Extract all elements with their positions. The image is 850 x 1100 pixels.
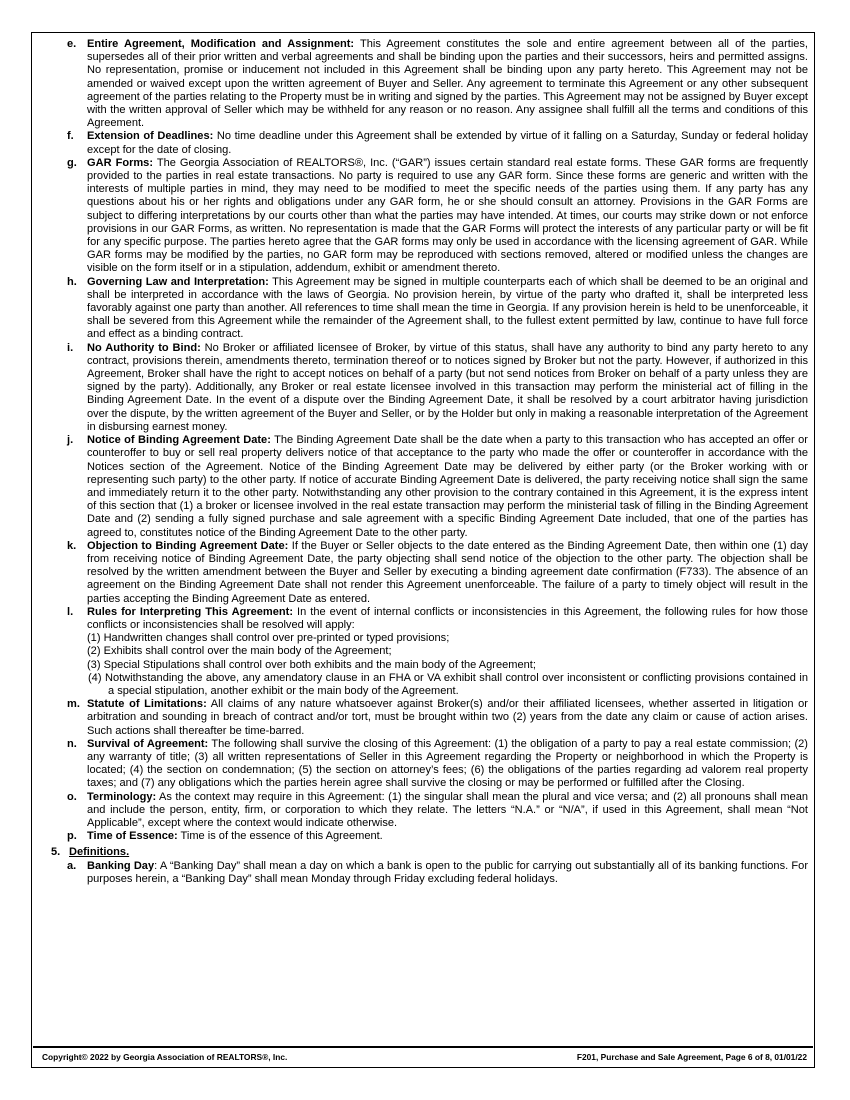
section-item-o: o. Terminology: As the context may require in this Agreement: (1) the singular shall mean the plural and vice versa; and (2) all pronouns shall mean and include the person, entity, firm, or corporation to which they relate. The letters “N.A.” or “N/A”, if used in this Agreement, shall mean “Not Applicable”, except where the context would indicate otherwise. bbox=[67, 790, 808, 829]
footer-divider bbox=[33, 1046, 813, 1048]
item-title: Banking Day bbox=[87, 859, 155, 872]
section-5-item-a: a. Banking Day: A “Banking Day” shall mean a day on which a bank is open to the public for carrying out substantially all of its banking functions. For purposes herein, a “Banking Day” shall mean Monday through Friday excluding federal holidays. bbox=[67, 859, 808, 885]
item-text: This Agreement constitutes the sole and entire agreement between all of the parties, supersedes all of their prior written and verbal agreements and shall be binding upon the parties and their successors, heirs and permitted assigns. No representation, promise or inducement not included in this Agreement shall be binding upon any party hereto. This Agreement may not be amended or waived except upon the written agreement of Buyer and Seller. Any agreement to terminate this Agreement or any other subsequent agreement of the parties relating to the Property must be in writing and signed by the parties. This Agreement may not be assigned by Buyer except with the written approval of Seller which may be withheld for any reason or no reason. Any assignee shall fulfill all the terms and conditions of this Agreement. bbox=[87, 38, 809, 130]
section-item-j: j. Notice of Binding Agreement Date: The Binding Agreement Date shall be the date when a party to this transaction who has accepted an offer or counteroffer to buy or sell real property delivers notice of that acceptance to the party who made the offer or counteroffer in accordance with the Notices section of the Agreement. Notice of the Binding Agreement Date may be delivered by either party (or the Broker working with or representing such party) to the other party. If notice of accurate Binding Agreement Date is delivered, the party receiving notice shall sign the same and immediately return it to the other party. Notwithstanding any other provision to the contrary contained in this Agreement, it is the express intent of this section that (1) a broker or licensee involved in the real estate transaction may perform the ministerial task of filling in the Binding Agreement Date and (2) sending a fully signed purchase and sale agreement with a specific Binding Agreement Date included, that one of the parties has agreed to, constitutes notice of the Binding Agreement Date to the other party. bbox=[67, 434, 808, 539]
rule-4: (4) Notwithstanding the above, any amendatory clause in an FHA or VA exhibit shall control over inconsistent or conflicting provisions contained in a special stipulation, another exhibit or the main body of the Agreement. bbox=[88, 671, 808, 697]
item-title: No Authority to Bind: bbox=[87, 341, 201, 354]
item-text: In the event of internal conflicts or inconsistencies in this Agreement, the following rules for how those conflicts or inconsistencies shall be resolved will apply: bbox=[87, 605, 808, 631]
item-text: : A “Banking Day” shall mean a day on which a bank is open to the public for carrying out substantially all of its banking functions. For purposes herein, a “Banking Day” shall mean Monday through Friday excluding federal holidays. bbox=[87, 859, 808, 885]
item-title: Governing Law and Interpretation: bbox=[87, 275, 269, 288]
item-text: Time is of the essence of this Agreement. bbox=[177, 830, 383, 843]
item-text: As the context may require in this Agreement: (1) the singular shall mean the plural and vice versa; and (2) all pronouns shall mean and include the person, entity, firm, or corporation to which they relate. The letters “N.A.” or “N/A”, if used in this Agreement, shall mean “Not Applicable”, except where the context would indicate otherwise. bbox=[87, 790, 808, 829]
rule-2: (2) Exhibits shall control over the main body of the Agreement; bbox=[87, 645, 392, 658]
section-item-k: k. Objection to Binding Agreement Date: If the Buyer or Seller objects to the date entered as the Binding Agreement Date, then within one (1) day from receiving notice of Binding Agreement Date, the party objecting shall send notice of the objection to the other party. The objection shall be resolved by the written amendment between the Buyer and Seller by executing a binding agreement date confirmation (F733). The absence of an agreement on the Binding Agreement Date shall not render this Agreement unenforceable. The failure of a party to timely object will result in the parties accepting the Binding Agreement Date as entered. bbox=[67, 539, 808, 605]
section-5-heading: 5. Definitions. bbox=[51, 846, 130, 859]
section-item-l: l. Rules for Interpreting This Agreement: In the event of internal conflicts or inconsistencies in this Agreement, the following rules for how those conflicts or inconsistencies shall be resolved will apply: bbox=[67, 605, 808, 631]
item-title: Statute of Limitations: bbox=[87, 698, 207, 711]
item-title: Extension of Deadlines: bbox=[87, 130, 214, 143]
section-title: Definitions. bbox=[69, 846, 130, 859]
item-text: All claims of any nature whatsoever against Broker(s) and/or their affiliated licensees, whether asserted in litigation or arbitration and sounding in breach of contract and/or tort, must be brought within two (2) years from the date any claim or cause of action arises. Such actions shall thereafter be time-barred. bbox=[87, 698, 808, 737]
item-text: The Binding Agreement Date shall be the date when a party to this transaction who has accepted an offer or counteroffer to buy or sell real property delivers notice of that acceptance to the party who made the offer or counteroffer in accordance with the Notices section of the Agreement. Notice of the Binding Agreement Date may be delivered by either party (or the Broker working with or representing such party) to the other party. If notice of accurate Binding Agreement Date is delivered, the party receiving notice shall sign the same and immediately return it to the other party. Notwithstanding any other provision to the contrary contained in this Agreement, it is the express intent of this section that (1) a broker or licensee involved in the real estate transaction may perform the ministerial task of filling in the Binding Agreement Date and (2) sending a fully signed purchase and sale agreement with a specific Binding Agreement Date included, that one of the parties has agreed to, constitutes notice of the Binding Agreement Date to the other party. bbox=[87, 434, 808, 539]
section-item-h: h. Governing Law and Interpretation: This Agreement may be signed in multiple counterparts each of which shall be deemed to be an original and shall be interpreted in accordance with the laws of Georgia. No provision herein, by virtue of the party who drafted it, shall be interpreted less favorably against one party than another. All references to time shall mean the time in Georgia. If any provision herein is held to be unenforceable, it shall be severed from this Agreement while the remainder of the Agreement shall, to the fullest extent permitted by law, continue to have full force and effect as a binding contract. bbox=[67, 275, 808, 341]
form-page-info: F201, Purchase and Sale Agreement, Page 6 of 8, 01/01/22 bbox=[576, 1052, 807, 1062]
section-item-n: n. Survival of Agreement: The following shall survive the closing of this Agreement: (1) the obligation of a party to pay a real estate commission; (2) any warranty of title; (3) all written representations of Seller in this Agreement regarding the Property or neighborhood in which the Property is located; (4) the section on condemnation; (5) the section on attorney’s fees; (6) the obligations of the parties regarding ad valorem real property taxes; and (7) any obligations which the parties herein agree shall survive the closing or may be performed or fulfilled after the Closing. bbox=[67, 737, 808, 790]
rule-1: (1) Handwritten changes shall control over pre-printed or typed provisions; bbox=[87, 632, 450, 645]
item-text: No time deadline under this Agreement shall be extended by virtue of it falling on a Saturday, Sunday or federal holiday except for the date of closing. bbox=[87, 130, 808, 156]
rule-3: (3) Special Stipulations shall control over both exhibits and the main body of the Agreement; bbox=[87, 658, 536, 671]
section-item-f: f. Extension of Deadlines: No time deadline under this Agreement shall be extended by virtue of it falling on a Saturday, Sunday or federal holiday except for the date of closing. bbox=[67, 130, 808, 156]
item-text: If the Buyer or Seller objects to the date entered as the Binding Agreement Date, then within one (1) day from receiving notice of Binding Agreement Date, the party objecting shall send notice of the objection to the other party. The objection shall be resolved by the written amendment between the Buyer and Seller by executing a binding agreement date confirmation (F733). The absence of an agreement on the Binding Agreement Date shall not render this Agreement unenforceable. The failure of a party to timely object will result in the parties accepting the Binding Agreement Date as entered. bbox=[87, 539, 808, 605]
section-item-g: g. GAR Forms: The Georgia Association of REALTORS®, Inc. (“GAR”) issues certain standard real estate forms. These GAR forms are frequently provided to the parties in real estate transactions. No party is required to use any GAR form. Since these forms are generic and written with the interests of multiple parties in mind, they may need to be modified to meet the specific needs of the parties using them. If any party has any questions about his or her rights and obligations under any GAR form, he or she should consult an attorney. Provisions in the GAR Forms are subject to differing interpretations by our courts other than what the parties may have intended. At times, our courts may strike down or not enforce provisions in our GAR Forms, as written. No representation is made that the GAR Forms will protect the interests of any particular party or will be fit for any specific purpose. The parties hereto agree that the GAR forms may only be used in accordance with the licensing agreement of GAR. While GAR forms may be modified by the parties, no GAR form may be reproduced with sections removed, altered or modified unless the changes are visible on the form itself or in a stipulation, addendum, exhibit or amendment thereto. bbox=[67, 156, 808, 275]
item-title: Time of Essence: bbox=[87, 830, 178, 843]
item-title: Survival of Agreement: bbox=[87, 737, 209, 750]
item-title: Notice of Binding Agreement Date: bbox=[87, 434, 271, 447]
item-text: This Agreement may be signed in multiple counterparts each of which shall be deemed to be an original and shall be interpreted in accordance with the laws of Georgia. No provision herein, by virtue of the party who drafted it, shall be interpreted less favorably against one party than another. All references to time shall mean the time in Georgia. If any provision herein is held to be unenforceable, it shall be severed from this Agreement while the remainder of the Agreement shall, to the fullest extent permitted by law, continue to have full force and effect as a binding contract. bbox=[87, 275, 808, 341]
item-title: Objection to Binding Agreement Date: bbox=[87, 539, 289, 552]
copyright-text: Copyright© 2022 by Georgia Association of REALTORS®, Inc. bbox=[42, 1052, 288, 1062]
item-title: Entire Agreement, Modification and Assignment: bbox=[87, 38, 355, 50]
item-title: Rules for Interpreting This Agreement: bbox=[87, 605, 293, 618]
item-text: The Georgia Association of REALTORS®, Inc. (“GAR”) issues certain standard real estate forms. These GAR forms are frequently provided to the parties in real estate transactions. No party is required to use any GAR form. Since these forms are generic and written with the interests of multiple parties in mind, they may need to be modified to meet the specific needs of the parties using them. If any party has any questions about his or her rights and obligations under any GAR form, he or she should consult an attorney. Provisions in the GAR Forms are subject to differing interpretations by our courts other than what the parties may have intended. At times, our courts may strike down or not enforce provisions in our GAR Forms, as written. No representation is made that the GAR Forms will protect the interests of any particular party or will be fit for any specific purpose. The parties hereto agree that the GAR forms may only be used in accordance with the licensing agreement of GAR. While GAR forms may be modified by the parties, no GAR form may be reproduced with sections removed, altered or modified unless the changes are visible on the form itself or in a stipulation, addendum, exhibit or amendment thereto. bbox=[87, 156, 808, 275]
item-text: The following shall survive the closing of this Agreement: (1) the obligation of a party to pay a real estate commission; (2) any warranty of title; (3) all written representations of Seller in this Agreement regarding the Property or neighborhood in which the Property is located; (4) the section on condemnation; (5) the section on attorney’s fees; (6) the obligations of the parties regarding ad valorem real property taxes; and (7) any obligations which the parties herein agree shall survive the closing or may be performed or fulfilled after the Closing. bbox=[87, 737, 808, 790]
item-title: Terminology: bbox=[87, 790, 157, 803]
section-item-m: m. Statute of Limitations: All claims of any nature whatsoever against Broker(s) and/or their affiliated licensees, whether asserted in litigation or arbitration and sounding in breach of contract and/or tort, must be brought within two (2) years from the date any claim or cause of action arises. Such actions shall thereafter be time-barred. bbox=[67, 698, 808, 737]
item-text: No Broker or affiliated licensee of Broker, by virtue of this status, shall have any authority to bind any party hereto to any contract, provisions therein, amendments thereto, termination thereof or to notices signed by Broker but not the party. However, if authorized in this Agreement, Broker shall have the right to accept notices on behalf of a party (but not send notices from Broker on behalf of a party unless they are signed by the party). Additionally, any Broker or real estate licensee involved in this transaction may perform the ministerial act of filling in the Binding Agreement Date. In the event of a dispute over the Binding Agreement Date, it shall be resolved by a court arbitrator having jurisdiction over the dispute, by the written agreement of the Buyer and Seller, or by the Holder but only in making a reasonable interpretation of the Agreement in disbursing earnest money. bbox=[87, 341, 808, 433]
section-item-e: e. Entire Agreement, Modification and Assignment: This Agreement constitutes the sole and entire agreement between all of the parties, supersedes all of their prior written and verbal agreements and shall be binding upon the parties and their successors, heirs and permitted assigns. No representation, promise or inducement not included in this Agreement shall be binding upon any party hereto. This Agreement may not be amended or waived except upon the written agreement of Buyer and Seller. Any agreement to terminate this Agreement or any other subsequent agreement of the parties relating to the Property must be in writing and signed by the parties. This Agreement may not be assigned by Buyer except with the written approval of Seller which may be withheld for any reason or no reason. Any assignee shall fulfill all the terms and conditions of this Agreement. bbox=[67, 38, 809, 130]
item-title: GAR Forms: bbox=[87, 156, 154, 169]
document-body bbox=[33, 38, 808, 886]
section-item-p: p. Time of Essence: Time is of the essence of this Agreement. bbox=[67, 830, 383, 843]
section-item-i: i. No Authority to Bind: No Broker or affiliated licensee of Broker, by virtue of this status, shall have any authority to bind any party hereto to any contract, provisions therein, amendments thereto, termination thereof or to notices signed by Broker but not the party. However, if authorized in this Agreement, Broker shall have the right to accept notices on behalf of a party (but not send notices from Broker on behalf of a party unless they are signed by the party). Additionally, any Broker or real estate licensee involved in this transaction may perform the ministerial act of filling in the Binding Agreement Date. In the event of a dispute over the Binding Agreement Date, it shall be resolved by a court arbitrator having jurisdiction over the dispute, by the written agreement of the Buyer and Seller, or by the Holder but only in making a reasonable interpretation of the Agreement in disbursing earnest money. bbox=[67, 341, 808, 433]
